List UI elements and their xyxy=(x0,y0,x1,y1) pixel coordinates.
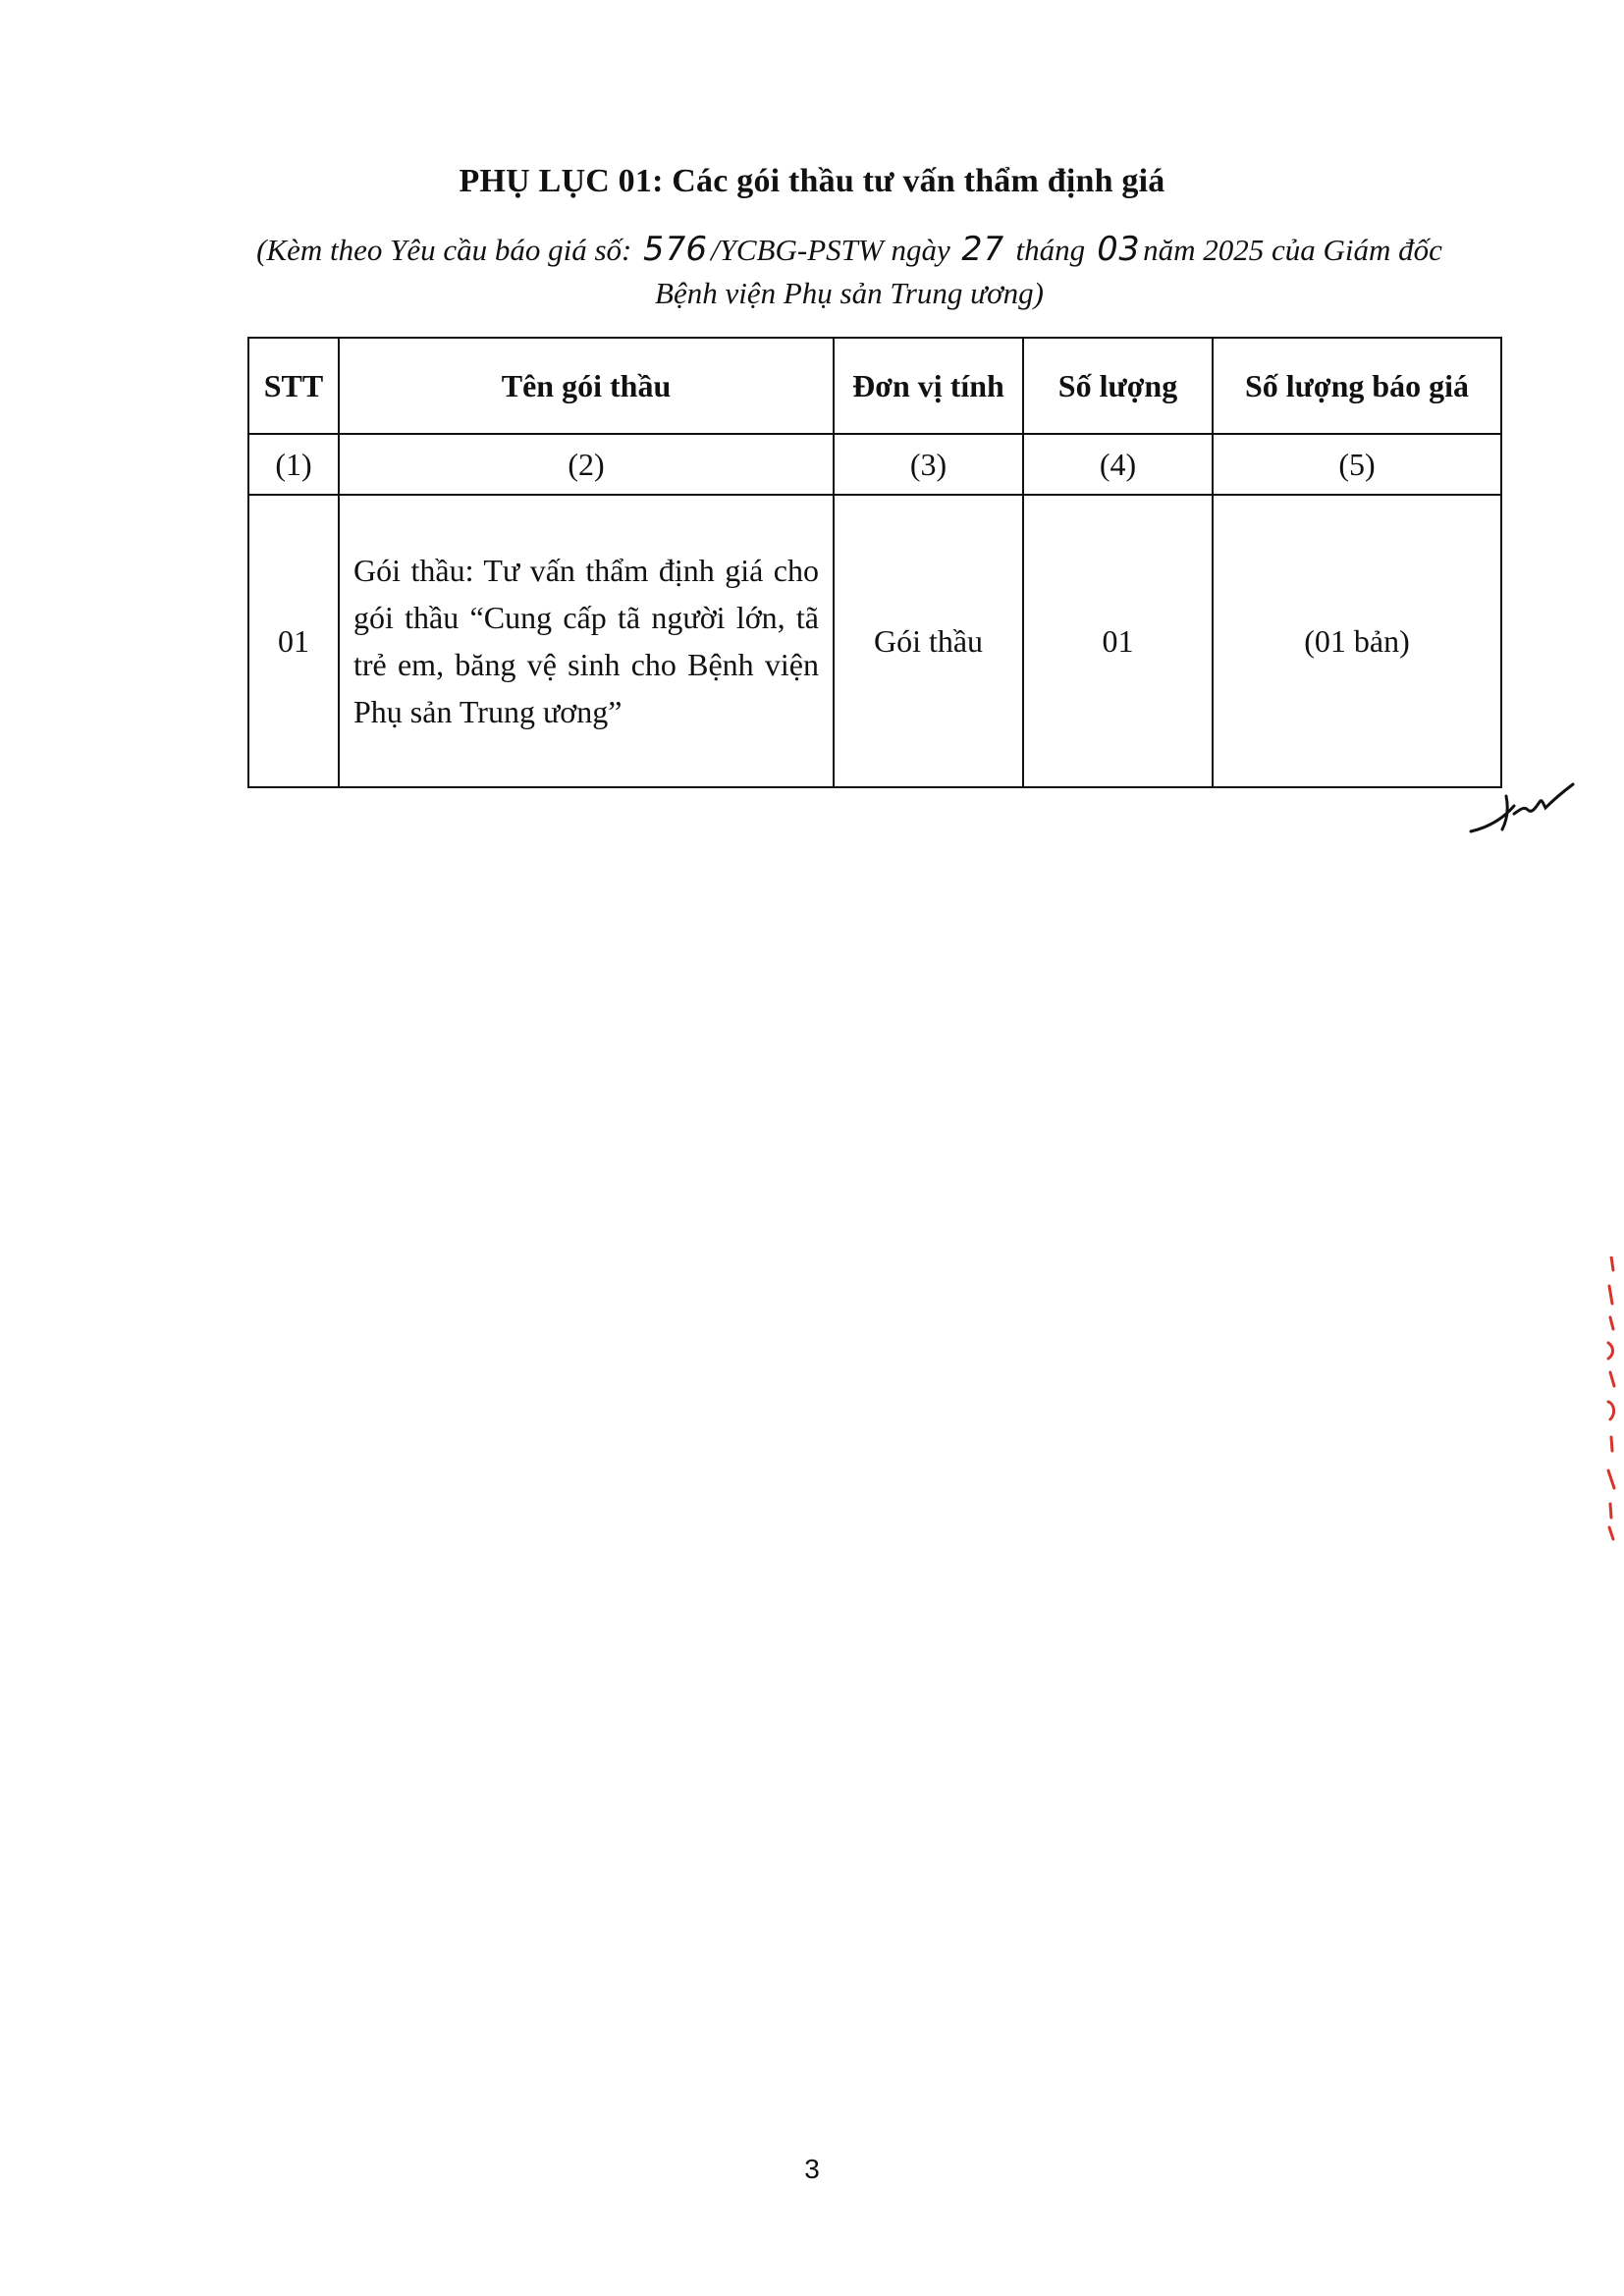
handwritten-day: 27 xyxy=(957,230,1008,269)
header-quote-quantity: Số lượng báo giá xyxy=(1213,338,1501,434)
cell-package-name xyxy=(339,495,834,787)
table-row xyxy=(248,495,1501,787)
column-number: (2) xyxy=(339,434,834,495)
cell-stt: 01 xyxy=(248,495,339,787)
column-number: (3) xyxy=(834,434,1023,495)
header-package-name: Tên gói thầu xyxy=(339,338,834,434)
handwritten-doc-number: 576 xyxy=(639,230,711,269)
page-subtitle xyxy=(236,228,1463,315)
column-number: (5) xyxy=(1213,434,1501,495)
margin-stamp-marks xyxy=(1602,1256,1620,1541)
handwritten-month: 03 xyxy=(1093,230,1143,269)
bid-package-table xyxy=(247,337,1502,788)
signature-mark xyxy=(1463,771,1581,849)
table-header-row xyxy=(248,338,1501,434)
column-number-row xyxy=(248,434,1501,495)
header-unit: Đơn vị tính xyxy=(834,338,1023,434)
package-name-text: Gói thầu: Tư vấn thẩm định giá cho gói thầu “Cung cấp tã người lớn, tã trẻ em, băng vệ sinh cho Bệnh viện Phụ sản Trung ương” xyxy=(353,553,819,729)
column-number: (4) xyxy=(1023,434,1213,495)
cell-quote-quantity: (01 bản) xyxy=(1213,495,1501,787)
header-stt: STT xyxy=(248,338,339,434)
subtitle-after-day: tháng xyxy=(1015,233,1086,267)
subtitle-prefix: (Kèm theo Yêu cầu báo giá số: xyxy=(256,233,632,267)
subtitle-after-month: năm 2025 của Giám đốc Bệnh viện Phụ sản Trung ương) xyxy=(655,233,1442,310)
cell-unit: Gói thầu xyxy=(834,495,1023,787)
subtitle-after-number: /YCBG-PSTW ngày xyxy=(711,233,950,267)
cell-quantity: 01 xyxy=(1023,495,1213,787)
page-title: PHỤ LỤC 01: Các gói thầu tư vấn thẩm định giá xyxy=(459,163,1165,199)
column-number: (1) xyxy=(248,434,339,495)
header-quantity: Số lượng xyxy=(1023,338,1213,434)
page-number: 3 xyxy=(804,2154,820,2184)
